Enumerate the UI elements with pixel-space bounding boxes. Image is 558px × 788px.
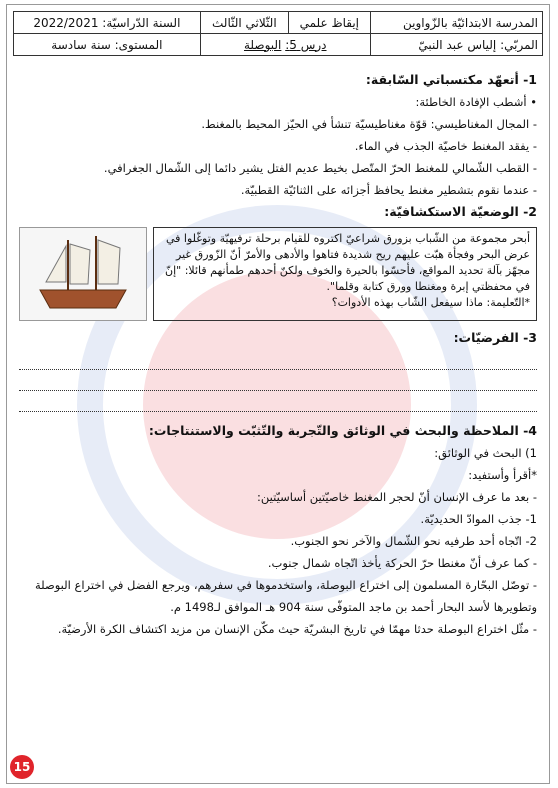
s4-line-1: - بعد ما عرف الإنسان أنّ لحجر المغنط خاصيّتين أساسيّتين:: [257, 490, 537, 504]
sailing-ship-image: [19, 227, 147, 321]
lesson-title: البوصلة: [243, 37, 282, 52]
section-1-intro: • أشطب الإفادة الخاطئة:: [415, 95, 537, 109]
s4-line-6: - مثّل اختراع البوصلة حدثا مهمّا في تاريخ البشريّة حيث مكّن الإنسان من مزيد اكتشاف الكرة الأرضيّة.: [57, 622, 537, 636]
s4-line-4: - كما عرف أنّ مغنطا حرّ الحركة يأخذ اتّجاه شمال جنوب.: [267, 556, 537, 570]
worksheet-page: [6, 4, 550, 784]
page-number-badge: 15: [10, 755, 34, 779]
s1-line-3: - القطب الشّمالي للمغنط الحرّ المتّصل بخيط عديم الفتل يشير دائما إلى الشّمال الجغرافي.: [103, 161, 537, 175]
teacher-name: المربّي: إلياس عبد النبيّ: [370, 34, 542, 56]
worksheet-content: [19, 69, 537, 640]
section-4-subtitle: 1) البحث في الوثائق:: [434, 446, 537, 460]
situation-row: [19, 227, 537, 321]
answer-line-3[interactable]: [19, 391, 537, 412]
answer-line-1[interactable]: [19, 349, 537, 370]
program-name: إيقاظ علمي: [288, 12, 370, 34]
section-3-title: 3- الفرضيّات:: [453, 330, 537, 345]
section-4-read: *أقرأ وأستفيد:: [468, 468, 537, 482]
school-name: المدرسة الابتدائيّة بالزّواوين: [370, 12, 542, 34]
answer-line-2[interactable]: [19, 370, 537, 391]
s1-line-2: - يفقد المغنط خاصيّة الجذب في الماء.: [354, 139, 537, 153]
s1-line-4: - عندما نقوم بتشطير مغنط يحافظ أجزائه على الثنائيّة القطبيّة.: [240, 183, 537, 197]
ship-icon: [20, 228, 146, 320]
s4-line-2: 1- جذب الموادّ الحديديّة.: [420, 512, 537, 526]
s4-line-5: - توصّل البحّارة المسلمون إلى اختراع البوصلة، واستخدموها في سفرهم، ويرجع الفضل في اختراع البوصلة وتطويرها لأسد البحار أحمد بن ماجد المتوفّى سنة 904 هـ الموافق لـ1498 م.: [34, 578, 537, 614]
situation-task: *التّعليمة: ماذا سيفعل الشّاب بهذه الأدوات؟: [331, 296, 530, 309]
lesson-label: درس 5:: [285, 37, 327, 52]
term-name: الثّلاثي الثّالث: [200, 12, 288, 34]
section-1-intro-text: أشطب الإفادة الخاطئة:: [415, 95, 527, 109]
section-4-title: 4- الملاحظة والبحث في الوثائق والتّجربة والتّثبّت والاستنتاجات:: [148, 423, 537, 438]
school-year: السنة الدّراسيّة: 2022/2021: [14, 12, 201, 34]
s4-line-3: 2- اتّجاه أحد طرفيه نحو الشّمال والآخر نحو الجنوب.: [290, 534, 537, 548]
section-1-title: 1- أتعهّد مكتسباتي السّابقة:: [365, 72, 537, 87]
situation-text: أبحر مجموعة من الشّباب بزورق شراعيّ اكتروه للقيام برحلة ترفيهيّة وتوغّلوا في عرض البحر وفجأة هبّت عليهم ريح شديدة فتاهوا والأدهى والأمرّ أنّ الزّورق غير مجهّز بآلة تحديد المواقع، فأحسّوا بالحيرة والخوف ولكنّ أحدهم طمأنهم قائلا: "إنّ في محفظتي إبرة ومغنطا وورق كتابة وقلما".: [165, 232, 530, 293]
header-table: [13, 11, 543, 56]
grade-level: المستوى: سنة سادسة: [14, 34, 201, 56]
section-2-title: 2- الوضعيّة الاستكشافيّة:: [384, 204, 537, 219]
s1-line-1: - المجال المغناطيسي: قوّة مغناطيسيّة تنشأ في الحيّز المحيط بالمغنط.: [201, 117, 537, 131]
situation-box: [153, 227, 537, 321]
lesson-cell: [200, 34, 370, 56]
